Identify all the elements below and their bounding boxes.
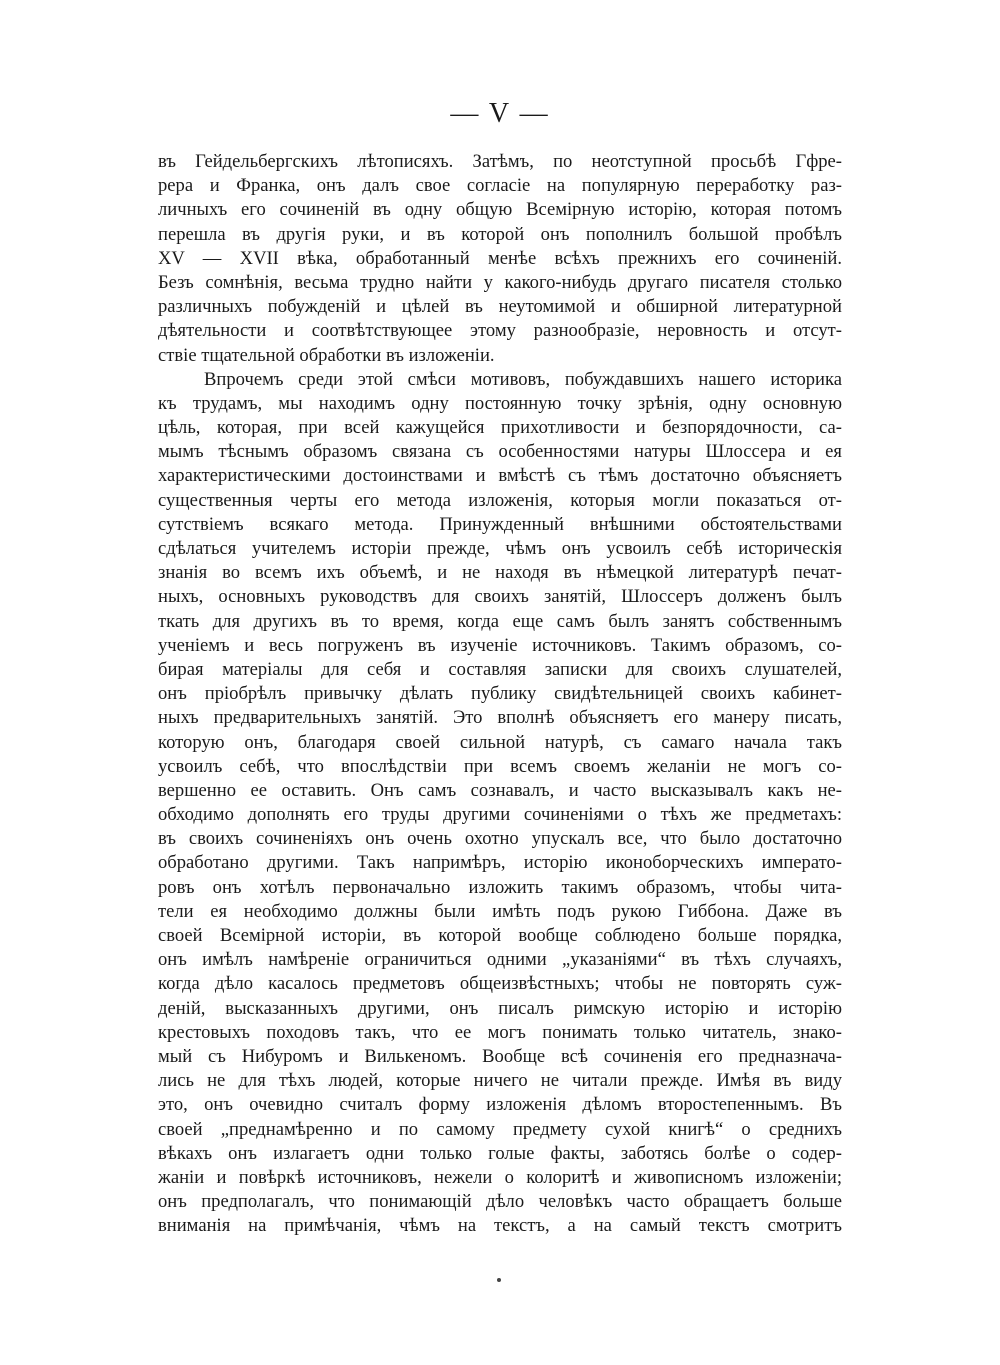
text-line: жаніи и повѣркѣ источниковъ, нежели о колоритѣ и живописномъ изложеніи; <box>158 1166 842 1188</box>
text-line: сутствіемъ всякаго метода. Принужденный внѣшними обстоятельствами <box>158 513 842 535</box>
text-line: мымъ тѣснымъ образомъ связана съ особенностями натуры Шлоссера и ея <box>158 441 842 463</box>
text-line: рера и Франка, онъ далъ свое согласіе на популярную переработку раз- <box>158 175 842 197</box>
text-line: существенныя черты его метода изложенія, которыя могли показаться от- <box>158 489 842 511</box>
text-line: ныхъ, основныхъ руководствъ для своихъ занятій, Шлоссеръ долженъ былъ <box>158 586 842 608</box>
text-line: ровъ онъ хотѣлъ первоначально изложить такимъ образомъ, чтобы чита- <box>158 876 842 898</box>
text-line: характеристическими достоинствами и вмѣстѣ съ тѣмъ достаточно объясняетъ <box>158 465 842 487</box>
paragraph-start-line: Впрочемъ среди этой смѣси мотивовъ, побуждавшихъ нашего историка <box>204 368 842 390</box>
text-line: XV — XVII вѣка, обработанный менѣе всѣхъ прежнихъ его сочиненій. <box>158 247 842 269</box>
text-line: ствіе тщательной обработки въ изложеніи. <box>158 344 495 366</box>
text-line: ткать для другихъ въ то время, когда еще самъ былъ занятъ собственнымъ <box>158 610 842 632</box>
text-line: въ своихъ сочиненіяхъ онъ очень охотно упускалъ все, что было достаточно <box>158 828 842 850</box>
text-line: крестовыхъ походовъ такъ, что ее могъ понимать только читатель, знако- <box>158 1021 842 1043</box>
text-line: онъ предполагалъ, что понимающій дѣло человѣкъ часто обращаетъ больше <box>158 1191 842 1213</box>
text-line: перешла въ другія руки, и въ которой онъ пополнилъ большой пробѣлъ <box>158 223 842 245</box>
text-line: деній, высказанныхъ другими, онъ писалъ римскую исторію и исторію <box>158 997 842 1019</box>
text-line: личныхъ его сочиненій въ одну общую Всемірную исторію, которая потомъ <box>158 199 842 221</box>
text-line: цѣль, которая, при всей кажущейся прихотливости и безпорядочности, са- <box>158 417 842 439</box>
text-line: Безъ сомнѣнія, весьма трудно найти у какого-нибудь другаго писателя столько <box>158 271 842 293</box>
text-line: усвоилъ себѣ, что впослѣдствіи при всемъ своемъ желаніи не могъ со- <box>158 755 842 777</box>
text-line: дѣятельности и соотвѣтствующее этому разнообразіе, неровность и отсут- <box>158 320 842 342</box>
text-line: ныхъ предварительныхъ занятій. Это вполнѣ объясняетъ его манеру писать, <box>158 707 842 729</box>
text-line: мый съ Нибуромъ и Вилькеномъ. Вообще всѣ сочиненія его предназнача- <box>158 1045 842 1067</box>
text-line: тели ея необходимо должны были имѣть подъ рукою Гиббона. Даже въ <box>158 900 842 922</box>
text-line: вниманія на примѣчанія, чѣмъ на текстъ, а на самый текстъ смотритъ <box>158 1215 842 1237</box>
text-line: къ трудамъ, мы находимъ одну постоянную точку зрѣнія, одну основную <box>158 392 842 414</box>
text-line: сдѣлаться учителемъ исторіи прежде, чѣмъ онъ усвоилъ себѣ историческія <box>158 538 842 559</box>
text-line: онъ пріобрѣлъ привычку дѣлать публику свидѣтельницей своихъ кабинет- <box>158 683 842 705</box>
ink-dot <box>497 1278 501 1282</box>
text-line: различныхъ побужденій и цѣлей въ неутомимой и обширной литературной <box>158 296 842 318</box>
body-text <box>158 150 842 1238</box>
text-line: знанія во всемъ ихъ объемѣ, и не находя въ нѣмецкой литературѣ печат- <box>158 562 842 584</box>
text-line: обработано другими. Такъ напримѣръ, исторію иконоборческихъ императо- <box>158 852 842 874</box>
text-line: ученіемъ и весь погруженъ въ изученіе источниковъ. Такимъ образомъ, со- <box>158 634 842 656</box>
text-line: своей Всемірной исторіи, въ которой вообще соблюдено больше порядка, <box>158 925 842 946</box>
page-number: — V — <box>450 98 550 129</box>
text-line: вѣкахъ онъ излагаетъ одни только голые факты, заботясь болѣе о содер- <box>158 1142 842 1164</box>
text-line: которую онъ, благодаря своей сильной натурѣ, съ самаго начала такъ <box>158 731 842 753</box>
text-line: обходимо дополнять его труды другими сочиненіями о тѣхъ же предметахъ: <box>158 804 842 826</box>
text-line: вершенно ее оставить. Онъ самъ сознавалъ, и часто высказывалъ какъ не- <box>158 779 842 801</box>
text-line: онъ имѣлъ намѣреніе ограничиться одними „указаніями“ въ тѣхъ случаяхъ, <box>158 949 842 971</box>
text-line: это, онъ очевидно считалъ форму изложенія дѣломъ второстепеннымъ. Въ <box>158 1094 842 1116</box>
text-line: бирая матеріалы для себя и составляя записки для своихъ слушателей, <box>158 658 842 680</box>
text-line: въ Гейдельбергскихъ лѣтописяхъ. Затѣмъ, по неотступной просьбѣ Гфре- <box>158 151 842 172</box>
text-line: когда дѣло касалось предметовъ общеизвѣстныхъ; чтобы не повторять суж- <box>158 973 842 995</box>
text-line: лись не для тѣхъ людей, которые ничего не читали прежде. Имѣя въ виду <box>158 1070 842 1092</box>
text-line: своей „преднамѣренно и по самому предмету сухой книгѣ“ о среднихъ <box>158 1118 842 1140</box>
